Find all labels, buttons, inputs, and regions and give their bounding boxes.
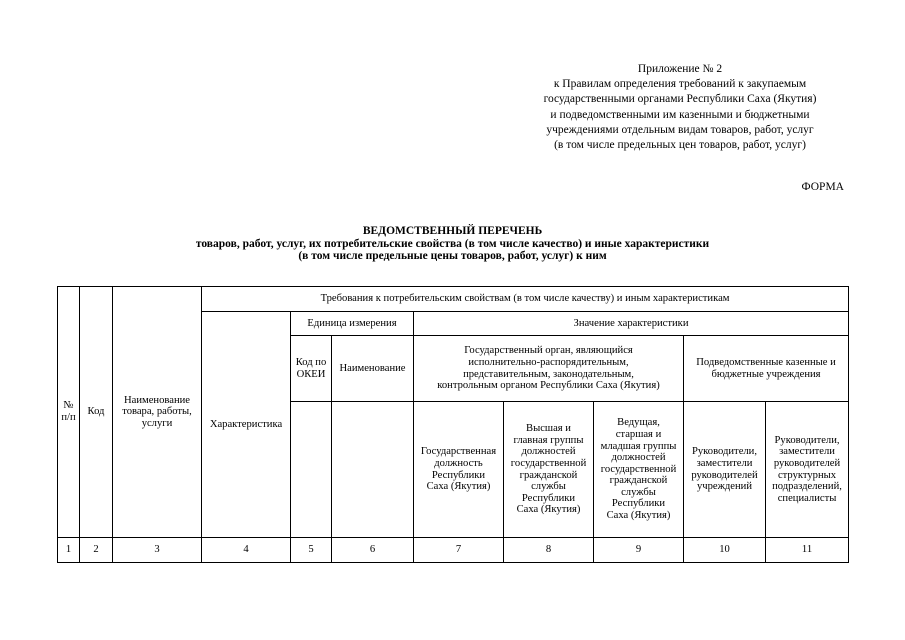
appendix-line: и подведомственными им казенными и бюджетными (550, 108, 810, 121)
column-number: 2 (80, 538, 113, 563)
header-gov-body: Государственный орган, являющийся исполнительно-распорядительным, представительным, законодательным, контрольным органом Республики Саха (Якутия) (414, 336, 684, 402)
form-label: ФОРМА (801, 181, 844, 193)
header-institution-heads: Руководители, заместители руководителей учреждений (684, 402, 766, 538)
column-number: 7 (414, 538, 504, 563)
appendix-note (500, 62, 860, 153)
appendix-line: Приложение № 2 (637, 63, 723, 75)
header-gov-position: Государственная должность Республики Саха (Якутия) (414, 402, 504, 538)
column-number-row (58, 538, 849, 563)
column-number: 3 (113, 538, 202, 563)
header-unit-name: Наименование (332, 336, 414, 402)
header-value: Значение характеристики (414, 312, 849, 336)
header-higher-group: Высшая и главная группы должностей государственной гражданской службы Республики Саха (Якутия) (504, 402, 594, 538)
column-number: 8 (504, 538, 594, 563)
column-number: 10 (684, 538, 766, 563)
header-unit: Единица измерения (291, 312, 414, 336)
header-unit-code: Код по ОКЕИ (291, 336, 332, 402)
column-number: 5 (291, 538, 332, 563)
header-code: Код (80, 287, 113, 538)
column-number: 9 (594, 538, 684, 563)
appendix-line: (в том числе предельных цен товаров, работ, услуг) (554, 139, 806, 152)
title-line-2: товаров, работ, услуг, их потребительские свойства (в том числе качество) и иные характеристики (195, 237, 710, 250)
header-subordinate: Подведомственные казенные и бюджетные учреждения (684, 336, 849, 402)
header-leading-group: Ведущая, старшая и младшая группы должностей государственной гражданской службы Республики Саха (Якутия) (594, 402, 684, 538)
column-number: 1 (58, 538, 80, 563)
column-number: 4 (202, 538, 291, 563)
column-number: 6 (332, 538, 414, 563)
header-characteristic: Характеристика (202, 312, 291, 538)
cell-unit-name-empty (332, 402, 414, 538)
document-title (0, 225, 905, 263)
appendix-line: к Правилам определения требований к закупаемым (553, 78, 807, 91)
appendix-line: учреждениями отдельным видам товаров, работ, услуг (546, 123, 814, 136)
header-requirements: Требования к потребительским свойствам (в том числе качеству) и иным характеристикам (202, 287, 849, 312)
column-number: 11 (766, 538, 849, 563)
appendix-line: государственными органами Республики Саха (Якутия) (543, 93, 817, 106)
header-structural-heads: Руководители, заместители руководителей структурных подразделений, специалисты (766, 402, 849, 538)
requirements-table (57, 286, 849, 563)
cell-unit-code-empty (291, 402, 332, 538)
title-line-1: ВЕДОМСТВЕННЫЙ ПЕРЕЧЕНЬ (362, 225, 543, 237)
header-row-number: № п/п (58, 287, 80, 538)
title-line-3: (в том числе предельные цены товаров, работ, услуг) к ним (298, 250, 607, 263)
header-item-name: Наименование товара, работы, услуги (113, 287, 202, 538)
